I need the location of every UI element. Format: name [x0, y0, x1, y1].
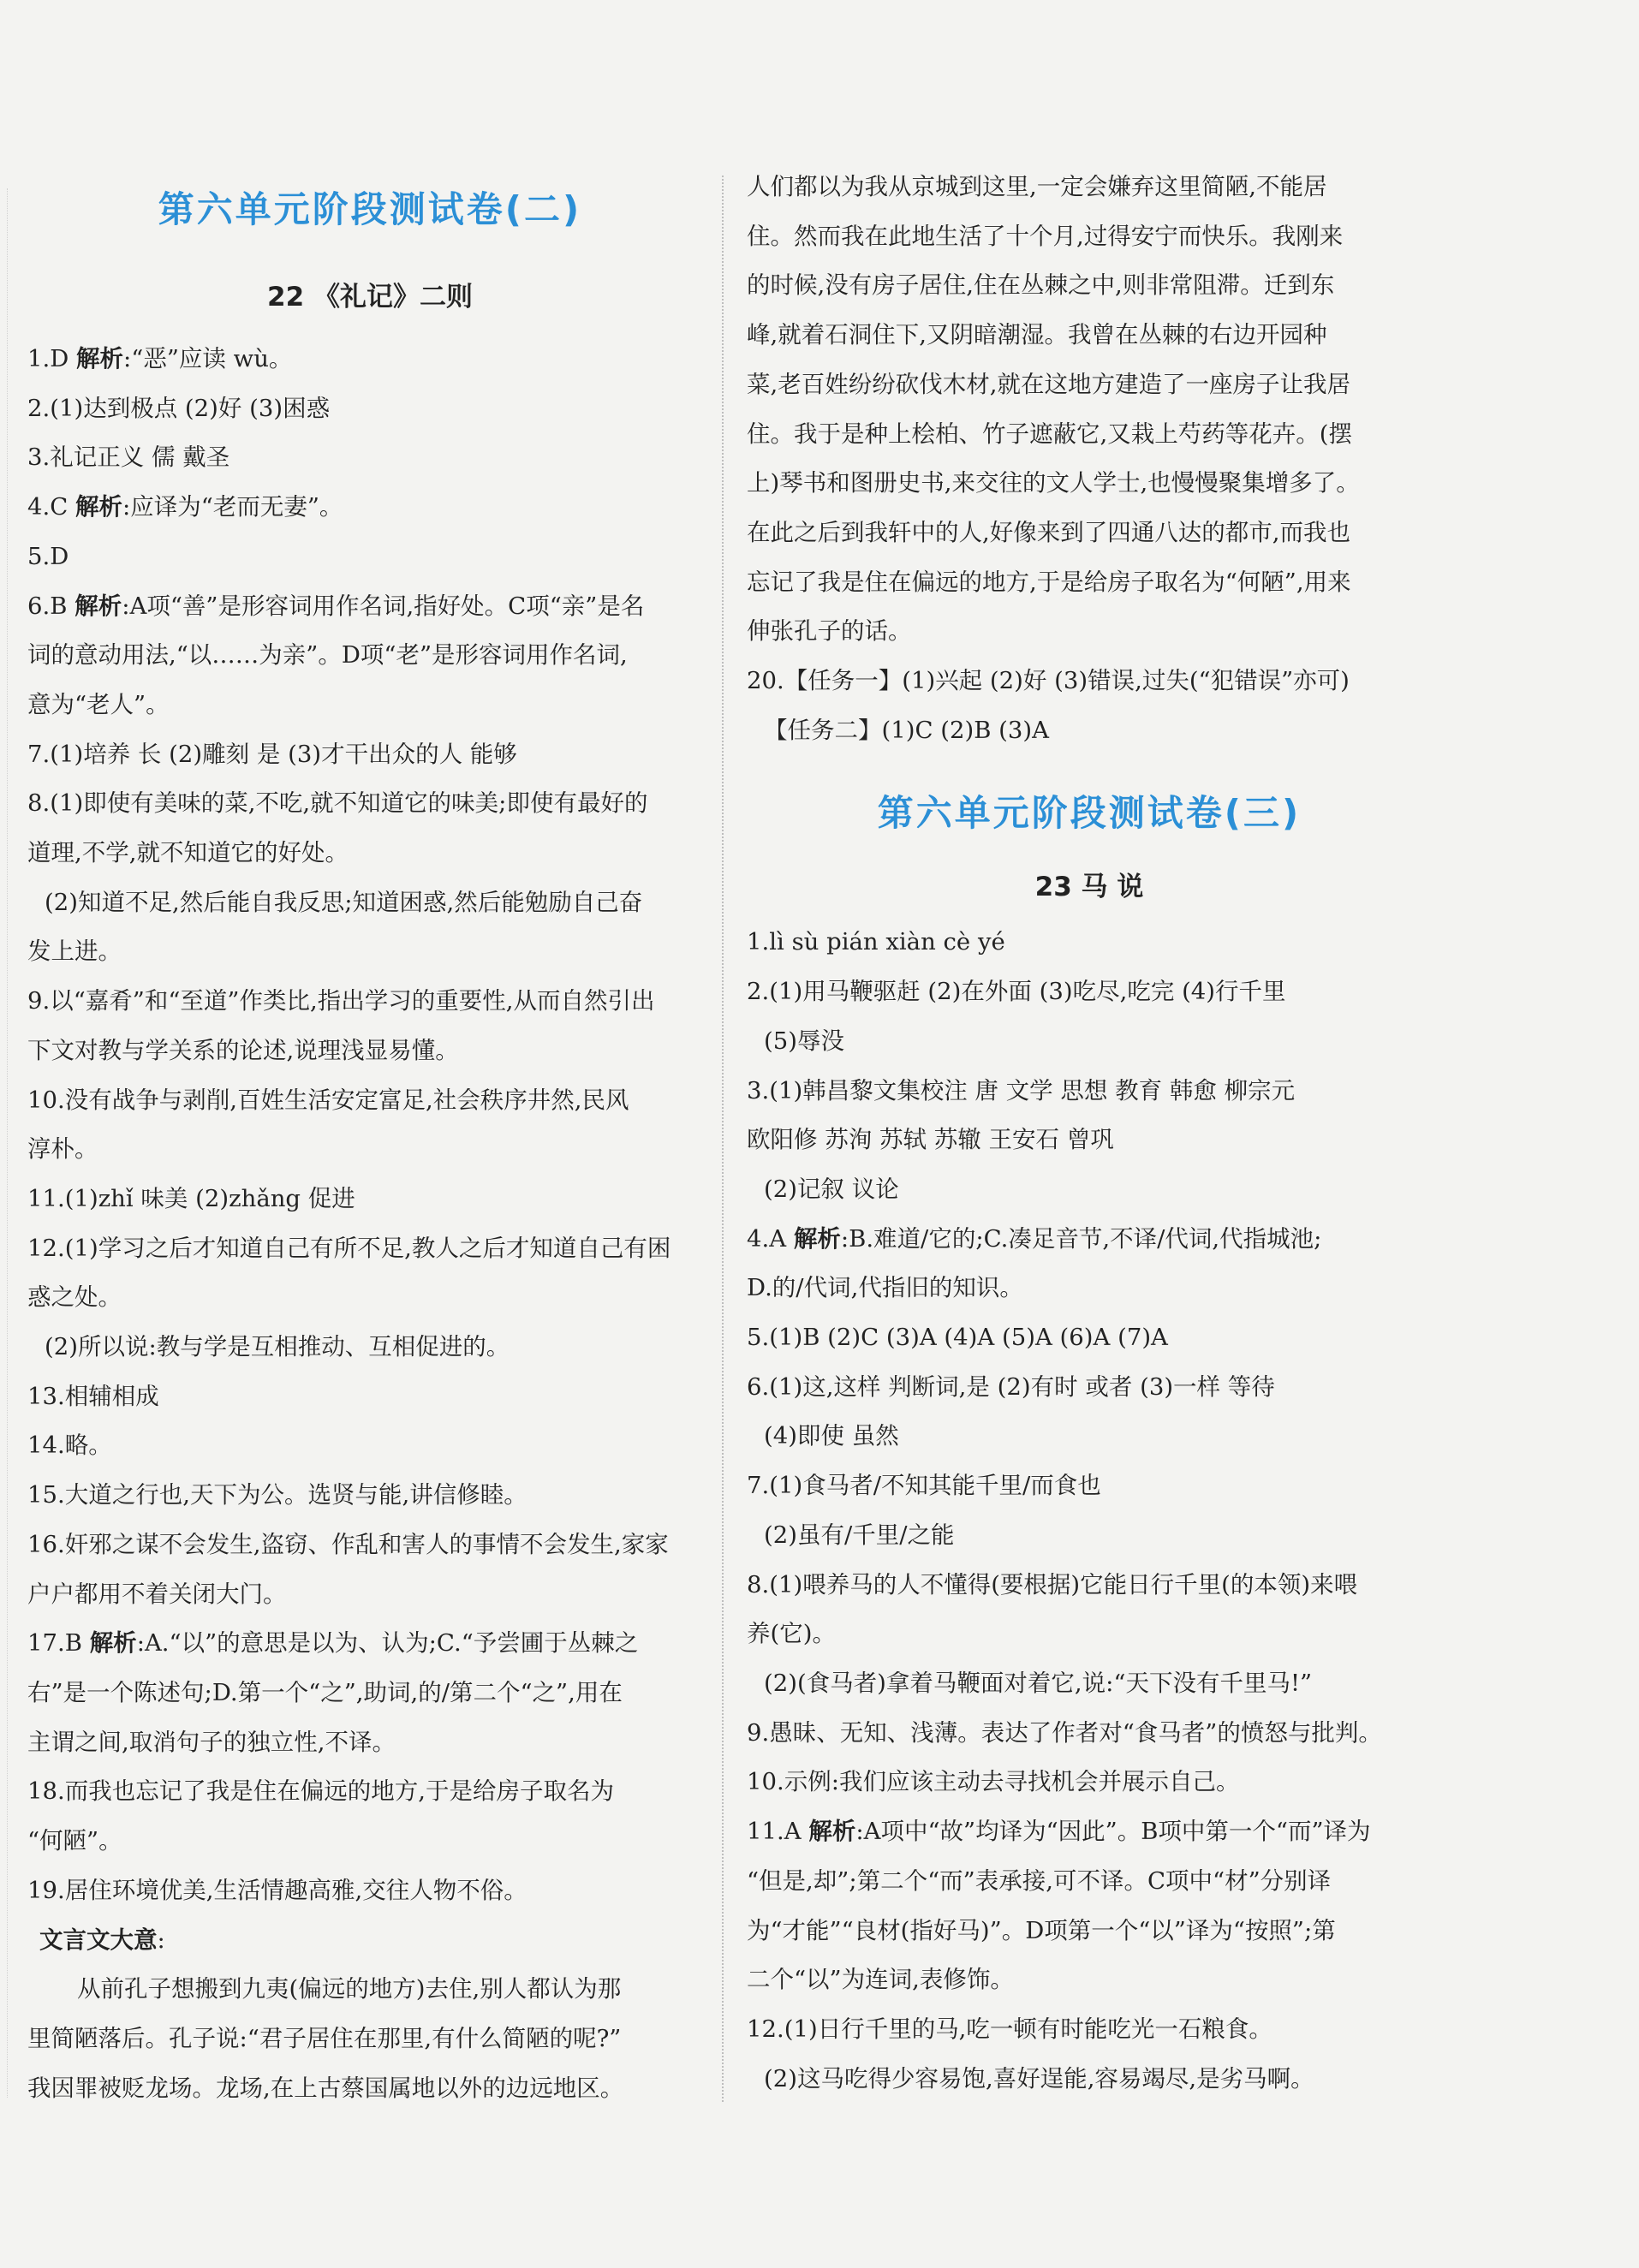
answer-text: 我因罪被贬龙场。龙场,在上古蔡国属地以外的边远地区。 — [27, 2074, 624, 2102]
answer-line — [747, 1610, 1432, 1659]
answer-line — [27, 1471, 712, 1521]
answer-line — [27, 1175, 712, 1224]
answer-line — [27, 582, 712, 632]
lesson-title: 22 《礼记》二则 — [267, 282, 473, 313]
answer-text: 峰,就着石洞住下,又阴暗潮湿。我曾在丛棘的右边开园种 — [747, 321, 1327, 349]
answer-text: 13.相辅相成 — [27, 1382, 159, 1410]
answer-line — [747, 1807, 1432, 1857]
answer-text: 惑之处。 — [27, 1283, 122, 1312]
answer-text: 的时候,没有房子居住,住在丛棘之中,则非常阻滞。迁到东 — [747, 271, 1335, 300]
answer-label: 解析 — [793, 1224, 841, 1253]
answer-text: 词的意动用法,“以……为亲”。D项“老”是形容词用作名词, — [27, 641, 628, 670]
answer-line — [27, 1421, 712, 1471]
answer-line — [747, 1511, 1432, 1561]
answer-line — [747, 311, 1432, 360]
answer-text: 9.以“嘉肴”和“至道”作类比,指出学习的重要性,从而自然引出 — [27, 987, 655, 1015]
answer-line — [747, 1659, 1432, 1709]
answer-line — [27, 1965, 712, 2015]
answer-line — [747, 558, 1432, 608]
answer-text: 10.示例:我们应该主动去寻找机会并展示自己。 — [747, 1768, 1240, 1796]
answer-text: 1.lì sù pián xiàn cè yé — [747, 928, 1005, 956]
answer-text: 2.(1)达到极点 (2)好 (3)困惑 — [27, 394, 331, 422]
answer-text: 3.礼记正义 儒 戴圣 — [27, 443, 230, 472]
answer-line — [747, 509, 1432, 558]
column-divider — [722, 176, 724, 2102]
answer-line — [747, 1363, 1432, 1413]
answer-line — [27, 1273, 712, 1323]
answer-line — [747, 706, 1432, 756]
answer-line — [27, 1916, 712, 1966]
answer-text: (5)辱没 — [764, 1027, 844, 1055]
answer-text: 17.B — [27, 1629, 90, 1658]
left-column — [27, 176, 712, 2113]
answer-text: 为“才能”“良材(指好马)”。D项第一个“以”译为“按照”;第 — [747, 1916, 1336, 1944]
answer-text: 4.A — [747, 1224, 794, 1253]
answer-text: 5.(1)B (2)C (3)A (4)A (5)A (6)A (7)A — [747, 1324, 1168, 1352]
answer-text: 2.(1)用马鞭驱赶 (2)在外面 (3)吃尽,吃完 (4)行千里 — [747, 978, 1286, 1006]
lesson-title: 23 马 说 — [1034, 872, 1144, 903]
answer-text: 7.(1)食马者/不知其能千里/而食也 — [747, 1472, 1101, 1500]
answer-line — [27, 927, 712, 977]
answer-text: (4)即使 虽然 — [764, 1422, 899, 1450]
answer-text: 6.B — [27, 592, 75, 620]
answer-label: 文言文大意 — [39, 1926, 158, 1954]
answer-line — [747, 1955, 1432, 2005]
answer-text: 欧阳修 苏洵 苏轼 苏辙 王安石 曾巩 — [747, 1126, 1114, 1154]
answer-text: 养(它)。 — [747, 1620, 836, 1648]
answer-line — [747, 1561, 1432, 1610]
answer-text: 12.(1)学习之后才知道自己有所不足,教人之后才知道自己有困 — [27, 1234, 671, 1262]
answer-text: :A.“以”的意思是以为、认为;C.“予尝圃于丛棘之 — [136, 1629, 639, 1658]
answer-text: 右”是一个陈述句;D.第一个“之”,助词,的/第二个“之”,用在 — [27, 1678, 623, 1706]
answer-text: 里简陋落后。孔子说:“君子居住在那里,有什么简陋的呢?” — [27, 2024, 622, 2052]
answer-text: 住。我于是种上桧柏、竹子遮蔽它,又栽上芍药等花卉。(摆 — [747, 420, 1352, 448]
answer-text: :应译为“老而无妻”。 — [122, 493, 343, 521]
answer-label: 解析 — [74, 592, 122, 620]
answer-text: 14.略。 — [27, 1432, 112, 1460]
answer-text: 住。然而我在此地生活了十个月,过得安宁而快乐。我刚来 — [747, 222, 1344, 250]
answer-text: 1.D — [27, 345, 77, 372]
answer-text: 【任务二】(1)C (2)B (3)A — [764, 716, 1049, 744]
answer-text: 上)琴书和图册史书,来交往的文人学士,也慢慢聚集增多了。 — [747, 469, 1360, 497]
answer-text: (2)虽有/千里/之能 — [764, 1521, 955, 1549]
answer-line — [747, 163, 1432, 212]
answer-line — [27, 433, 712, 483]
answer-text: (2)知道不足,然后能自我反思;知道困惑,然后能勉励自己奋 — [45, 888, 643, 916]
answer-list — [27, 335, 712, 2113]
answer-text: 11.(1)zhǐ 味美 (2)zhǎng 促进 — [27, 1184, 355, 1212]
answer-text: 户户都用不着关闭大门。 — [27, 1580, 287, 1608]
answer-line — [747, 607, 1432, 657]
answer-line — [27, 533, 712, 582]
answer-line — [747, 1907, 1432, 1956]
answer-text: 忘记了我是住在偏远的地方,于是给房子取名为“何陋”,用来 — [747, 568, 1351, 596]
answer-line — [747, 2005, 1432, 2055]
answer-line — [27, 1372, 712, 1422]
answer-text: (2)所以说:教与学是互相推动、互相促进的。 — [45, 1333, 510, 1361]
answer-text: :B.难道/它的;C.凑足音节,不译/代词,代指城池; — [840, 1224, 1322, 1253]
answer-line — [747, 360, 1432, 410]
answer-text: : — [157, 1926, 165, 1954]
answer-text: D.的/代词,代指旧的知识。 — [747, 1274, 1023, 1302]
answer-text: 从前孔子想搬到九夷(偏远的地方)去住,别人都认为那 — [77, 1975, 622, 2003]
answer-label: 解析 — [76, 345, 124, 372]
answer-label: 解析 — [808, 1818, 856, 1846]
answer-text: 发上进。 — [27, 938, 122, 966]
left-margin-rule — [7, 188, 8, 2098]
answer-text: :A项中“故”均译为“因此”。B项中第一个“而”译为 — [855, 1818, 1371, 1846]
answer-text: 意为“老人”。 — [27, 690, 170, 718]
answer-line — [747, 1758, 1432, 1807]
answer-line — [747, 1165, 1432, 1215]
answer-line — [27, 1521, 712, 1570]
answer-line — [747, 212, 1432, 262]
answer-text: (2)记叙 议论 — [764, 1175, 899, 1203]
answer-line — [27, 1817, 712, 1866]
answer-text: 二个“以”为连词,表修饰。 — [747, 1966, 1014, 1994]
answer-text: “但是,却”;第二个“而”表承接,可不译。C项中“材”分别译 — [747, 1866, 1332, 1895]
answer-text: :A项“善”是形容词用作名词,指好处。C项“亲”是名 — [122, 592, 645, 620]
answer-text: 5.D — [27, 542, 69, 570]
answer-text: 7.(1)培养 长 (2)雕刻 是 (3)才干出众的人 能够 — [27, 740, 517, 768]
answer-text: 在此之后到我轩中的人,好像来到了四通八达的都市,而我也 — [747, 518, 1350, 546]
answer-text: 10.没有战争与剥削,百姓生活安定富足,社会秩序井然,民风 — [27, 1086, 629, 1114]
answer-text: 主谓之间,取消句子的独立性,不译。 — [27, 1728, 396, 1756]
answer-line — [27, 1224, 712, 1274]
right-column — [747, 163, 1432, 2104]
answer-line — [27, 1866, 712, 1916]
answer-line — [747, 1215, 1432, 1265]
answer-line — [27, 681, 712, 730]
answer-line — [747, 2055, 1432, 2104]
answer-text: 菜,老百姓纷纷砍伐木材,就在这地方建造了一座房子让我居 — [747, 370, 1350, 398]
answer-text: 4.C — [27, 493, 76, 521]
answer-line — [27, 779, 712, 829]
answer-text: (2)(食马者)拿着马鞭面对着它,说:“天下没有千里马!” — [764, 1669, 1313, 1697]
answer-line — [747, 1857, 1432, 1907]
answer-label: 解析 — [75, 493, 123, 521]
answer-line — [27, 1570, 712, 1620]
answer-line — [27, 1076, 712, 1126]
answer-line — [27, 2064, 712, 2114]
answer-line — [747, 918, 1432, 967]
answer-line — [27, 977, 712, 1027]
answer-line — [747, 1412, 1432, 1461]
answer-line — [27, 1619, 712, 1669]
answer-line — [747, 459, 1432, 509]
answer-text: 15.大道之行也,天下为公。选贤与能,讲信修睦。 — [27, 1481, 527, 1509]
section-title: 第六单元阶段测试卷(二) — [158, 188, 582, 230]
answer-text: 人们都以为我从京城到这里,一定会嫌弃这里简陋,不能居 — [747, 173, 1327, 200]
answer-text: 9.愚昧、无知、浅薄。表达了作者对“食马者”的愤怒与批判。 — [747, 1718, 1382, 1747]
answer-line — [27, 335, 712, 384]
answer-text: 20.【任务一】(1)兴起 (2)好 (3)错误,过失(“犯错误”亦可) — [747, 667, 1350, 695]
answer-line — [27, 483, 712, 533]
answer-line — [27, 1323, 712, 1372]
answer-line — [27, 1718, 712, 1768]
answer-line — [747, 261, 1432, 311]
answer-text: :“恶”应读 wù。 — [123, 345, 293, 372]
answer-line — [747, 1461, 1432, 1511]
answer-line — [747, 410, 1432, 460]
answer-text: 8.(1)喂养马的人不懂得(要根据)它能日行千里(的本领)来喂 — [747, 1570, 1358, 1598]
answer-line — [27, 1767, 712, 1817]
answer-text: 下文对教与学关系的论述,说理浅显易懂。 — [27, 1036, 459, 1064]
answer-text: 6.(1)这,这样 判断词,是 (2)有时 或者 (3)一样 等待 — [747, 1372, 1275, 1401]
answer-line — [27, 878, 712, 928]
answer-text: 淳朴。 — [27, 1135, 98, 1164]
section-title: 第六单元阶段测试卷(三) — [877, 792, 1302, 835]
answer-list — [747, 918, 1432, 2104]
answer-line — [747, 1264, 1432, 1313]
answer-text: 道理,不学,就不知道它的好处。 — [27, 839, 349, 867]
answer-text: 伸张孔子的话。 — [747, 617, 912, 646]
answer-line — [27, 730, 712, 780]
answer-text: 19.居住环境优美,生活情趣高雅,交往人物不俗。 — [27, 1876, 527, 1904]
answer-list — [747, 163, 1432, 755]
answer-line — [747, 1017, 1432, 1067]
answer-line — [27, 1027, 712, 1076]
answer-line — [747, 1067, 1432, 1116]
answer-line — [27, 384, 712, 434]
answer-line — [747, 657, 1432, 706]
answer-line — [747, 1709, 1432, 1759]
answer-line — [747, 967, 1432, 1017]
answer-line — [27, 829, 712, 878]
answer-line — [27, 1669, 712, 1718]
answer-line — [27, 2015, 712, 2064]
answer-line — [27, 631, 712, 681]
answer-label: 解析 — [89, 1629, 137, 1658]
answer-text: 11.A — [747, 1818, 809, 1846]
answer-text: 8.(1)即使有美味的菜,不吃,就不知道它的味美;即使有最好的 — [27, 789, 648, 818]
answer-line — [27, 1125, 712, 1175]
answer-line — [747, 1116, 1432, 1165]
answer-text: (2)这马吃得少容易饱,喜好逞能,容易竭尽,是劣马啊。 — [764, 2064, 1314, 2092]
answer-line — [747, 1313, 1432, 1363]
answer-text: 16.奸邪之谋不会发生,盗窃、作乱和害人的事情不会发生,家家 — [27, 1530, 669, 1558]
answer-text: “何陋”。 — [27, 1827, 122, 1855]
answer-text: 12.(1)日行千里的马,吃一顿有时能吃光一石粮食。 — [747, 2015, 1272, 2043]
answer-text: 18.而我也忘记了我是住在偏远的地方,于是给房子取名为 — [27, 1777, 614, 1806]
answer-text: 3.(1)韩昌黎文集校注 唐 文学 思想 教育 韩愈 柳宗元 — [747, 1076, 1296, 1104]
